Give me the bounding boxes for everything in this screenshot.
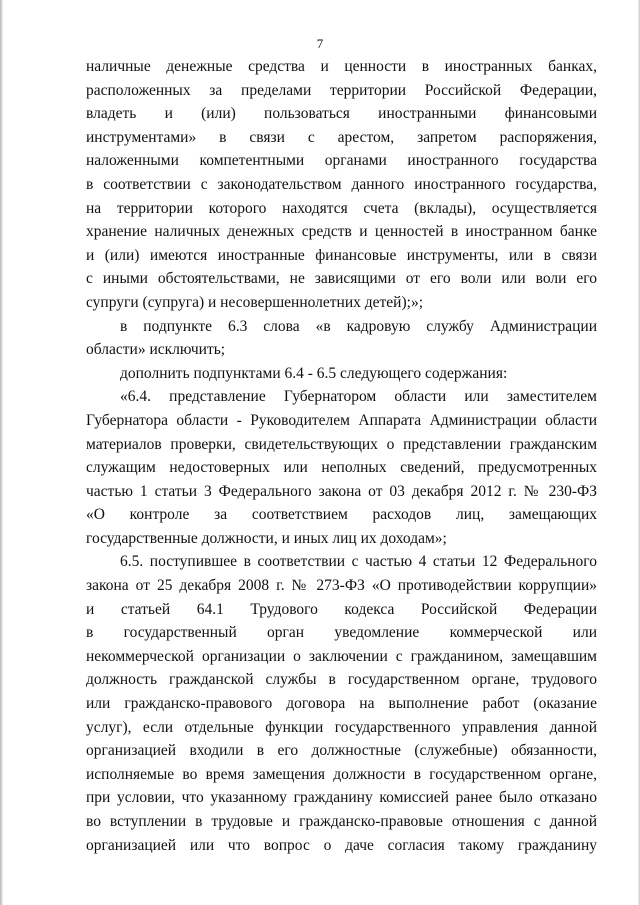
- text-line: частью 1 статьи 3 Федерального закона от 03 декабря 2012 г. № 230-ФЗ: [86, 482, 597, 500]
- page-number: 7: [316, 36, 324, 51]
- text-line: хранение наличных денежных средств и ценностей в иностранном банке: [86, 223, 597, 241]
- text-line: в подпункте 6.3 слова «в кадровую службу Администрации: [120, 317, 597, 335]
- text-line: наложенными компетентными органами иностранного государства: [86, 152, 597, 170]
- text-line: владеть и (или) пользоваться иностранными финансовыми: [86, 105, 597, 123]
- paragraph: [86, 550, 597, 857]
- text-line: государственные должности, и иных лиц их доходам»;: [86, 529, 447, 547]
- text-line: организацией или что вопрос о даче согласия такому гражданину: [86, 836, 597, 854]
- text-line: 6.5. поступившее в соответствии с частью 4 статьи 12 Федерального: [120, 553, 597, 571]
- text-line: наличные денежные средства и ценности в иностранных банках,: [86, 58, 597, 75]
- text-line: инструментами» в связи с арестом, запретом распоряжения,: [86, 128, 597, 146]
- text-line: Губернатора области - Руководителем Аппарата Администрации области: [86, 411, 597, 429]
- text-line: с иными обстоятельствами, не зависящими от его воли или воли его: [86, 270, 597, 288]
- text-line: на территории которого находятся счета (вклады), осуществляется: [86, 199, 597, 217]
- text-line: супруги (супруга) и несовершеннолетних детей);»;: [86, 293, 424, 311]
- paragraph: [86, 55, 597, 315]
- text-line: в соответствии с законодательством данного иностранного государства,: [86, 175, 597, 193]
- text-line: и (или) имеются иностранные финансовые инструменты, или в связи: [86, 246, 597, 264]
- text-line: «6.4. представление Губернатором области или заместителем: [120, 388, 597, 406]
- text-line: дополнить подпунктами 6.4 - 6.5 следующего содержания:: [120, 364, 508, 382]
- text-line: услуг), если отдельные функции государственного управления данной: [86, 718, 597, 736]
- paragraph: [86, 385, 597, 550]
- text-line: области» исключить;: [86, 341, 226, 359]
- text-line: в государственный орган уведомление коммерческой или: [86, 624, 597, 642]
- text-line: «О контроле за соответствием расходов лиц, замещающих: [86, 506, 597, 524]
- paragraph: [86, 362, 597, 386]
- text-line: и статьей 64.1 Трудового кодекса Российской Федерации: [86, 600, 597, 618]
- text-line: материалов проверки, свидетельствующих о представлении гражданским: [86, 435, 597, 453]
- text-line: должность гражданской службы в государственном органе, трудового: [86, 671, 597, 689]
- text-line: или гражданско-правового договора на выполнение работ (оказание: [86, 695, 597, 713]
- text-line: некоммерческой организации о заключении с гражданином, замещавшим: [86, 647, 597, 665]
- text-line: при условии, что указанному гражданину комиссией ранее было отказано: [86, 789, 597, 807]
- paragraph: [86, 315, 597, 362]
- document-body: [86, 55, 597, 857]
- text-line: закона от 25 декабря 2008 г. № 273-ФЗ «О противодействии коррупции»: [86, 577, 597, 595]
- text-line: во вступлении в трудовые и гражданско-правовые отношения с данной: [86, 813, 597, 830]
- text-line: организацией входили в его должностные (служебные) обязанности,: [86, 742, 597, 760]
- text-line: служащим недостоверных или неполных сведений, предусмотренных: [86, 459, 597, 477]
- text-line: исполняемые во время замещения должности в государственном органе,: [86, 765, 597, 783]
- scan-edge-left: [0, 0, 3, 905]
- text-line: расположенных за пределами территории Российской Федерации,: [86, 81, 597, 99]
